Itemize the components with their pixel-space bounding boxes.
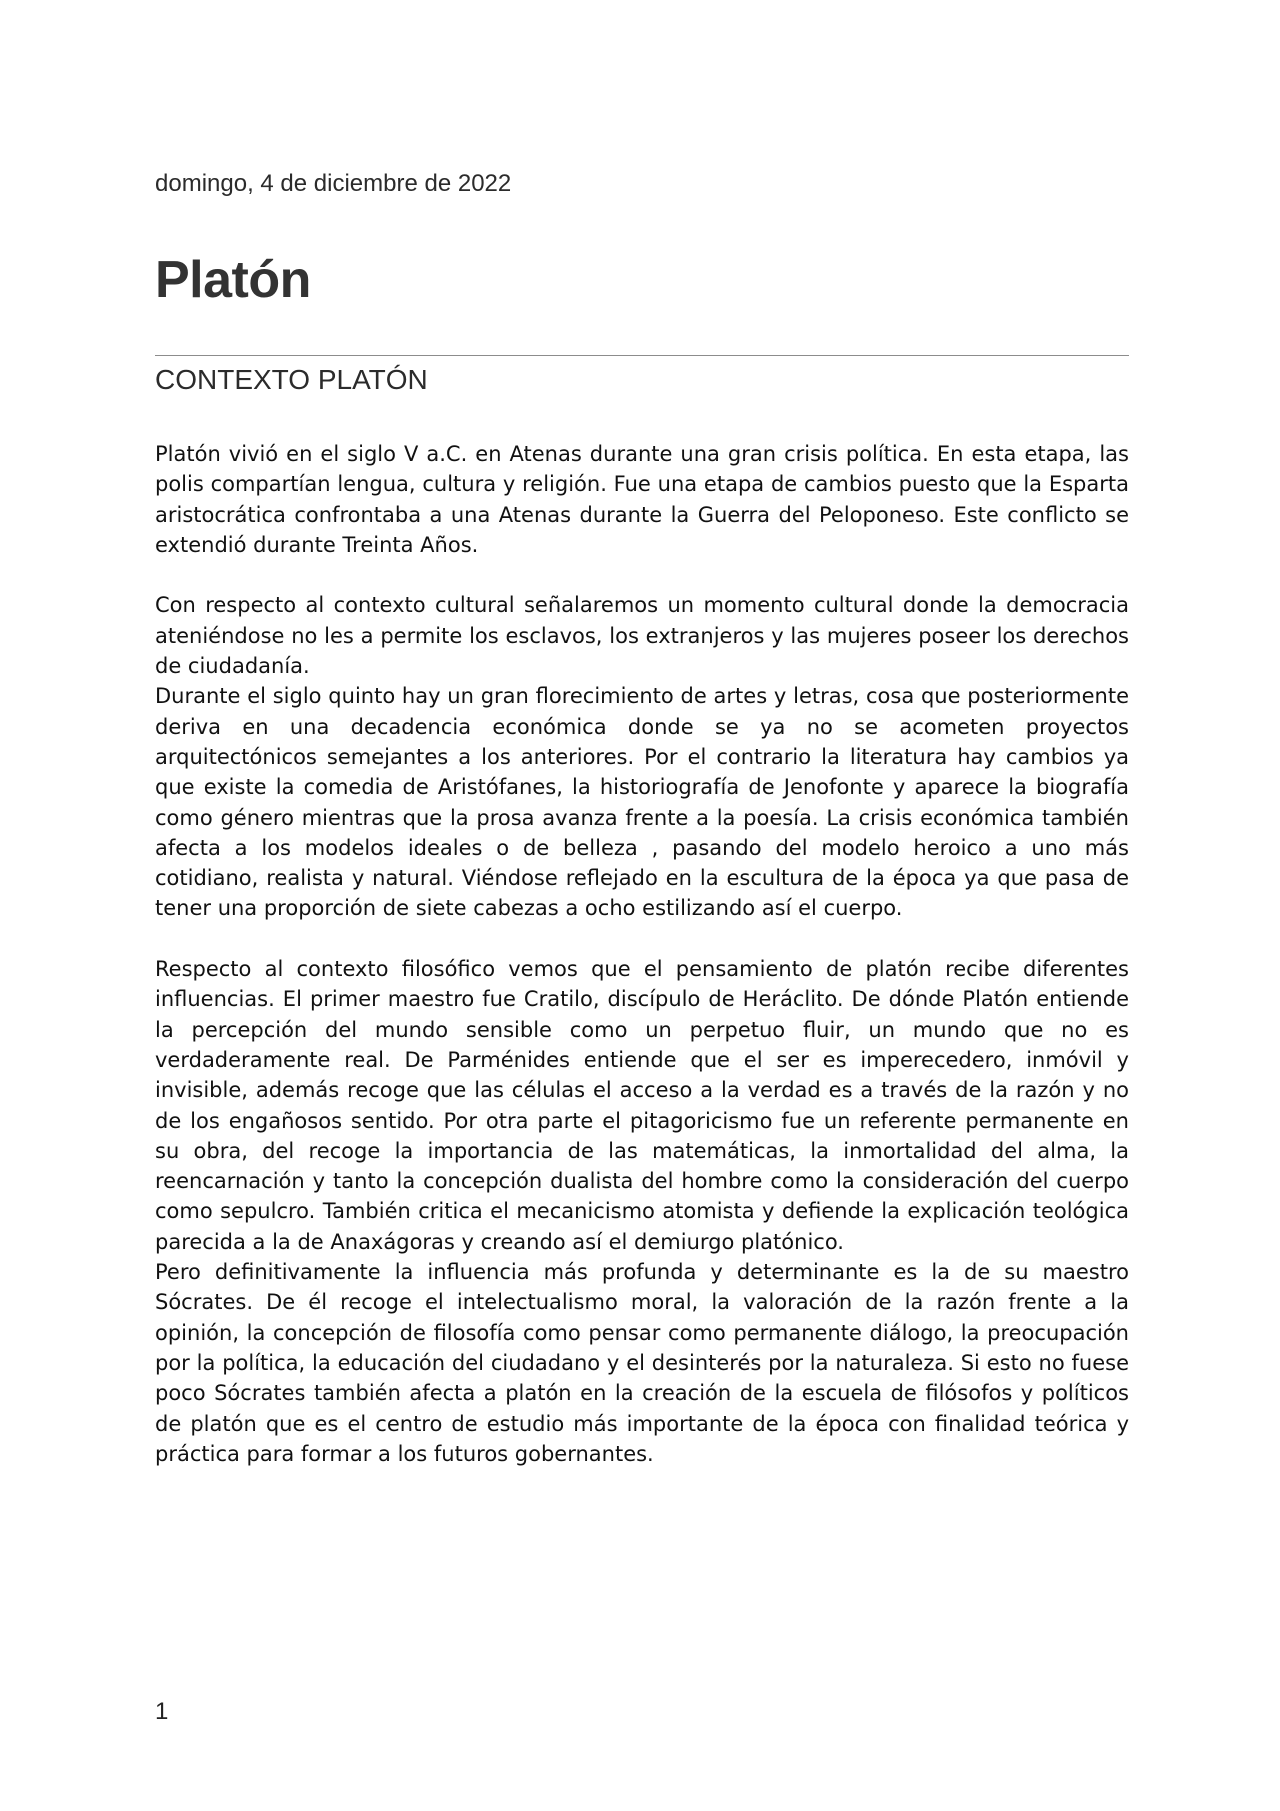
document-body	[155, 439, 1129, 1469]
section-heading: CONTEXTO PLATÓN	[155, 364, 428, 395]
paragraph-socrates-influence: Pero definitivamente la influencia más profunda y determinante es la de su maestro Sócrates. De él recoge el intelectualismo moral, la valoración de la razón frente a la opinión, la concepción de filosofía como pensar como permanente diálogo, la preocupación por la política, la educación del ciudadano y el desinterés por la naturaleza. Si esto no fuese poco Sócrates también afecta a platón en la creación de la escuela de filósofos y políticos de platón que es el centro de estudio más importante de la época con finalidad teórica y práctica para formar a los futuros gobernantes.	[155, 1260, 1129, 1466]
page-number: 1	[155, 1698, 169, 1725]
paragraph-political-context: Platón vivió en el siglo V a.C. en Atenas durante una gran crisis política. En esta etapa, las polis compartían lengua, cultura y religión. Fue una etapa de cambios puesto que la Esparta aristocrática confrontaba a una Atenas durante la Guerra del Peloponeso. Este conflicto se extendió durante Treinta Años.	[155, 442, 1129, 557]
paragraph-arts-and-letters: Durante el siglo quinto hay un gran florecimiento de artes y letras, cosa que posteriormente deriva en una decadencia económica donde se ya no se acometen proyectos arquitectónicos semejantes a los anteriores. Por el contrario la literatura hay cambios ya que existe la comedia de Aristófanes, la historiografía de Jenofonte y aparece la biografía como género mientras que la prosa avanza frente a la poesía. La crisis económica también afecta a los modelos ideales o de belleza , pasando del modelo heroico a uno más cotidiano, realista y natural. Viéndose reflejado en la escultura de la época ya que pasa de tener una proporción de siete cabezas a ocho estilizando así el cuerpo.	[155, 684, 1129, 921]
document-date: domingo, 4 de diciembre de 2022	[155, 170, 512, 197]
page-title: Platón	[155, 251, 311, 309]
title-divider	[155, 355, 1129, 356]
paragraph-cultural-context: Con respecto al contexto cultural señalaremos un momento cultural donde la democracia ateniéndose no les a permite los esclavos, los extranjeros y las mujeres poseer los derechos de ciudadanía.	[155, 593, 1129, 679]
paragraph-philosophical-context: Respecto al contexto filosófico vemos que el pensamiento de platón recibe diferentes influencias. El primer maestro fue Cratilo, discípulo de Heráclito. De dónde Platón entiende la percepción del mundo sensible como un perpetuo fluir, un mundo que no es verdaderamente real. De Parménides entiende que el ser es imperecedero, inmóvil y invisible, además recoge que las células el acceso a la verdad es a través de la razón y no de los engañosos sentido. Por otra parte el pitagoricismo fue un referente permanente en su obra, del recoge la importancia de las matemáticas, la inmortalidad del alma, la reencarnación y tanto la concepción dualista del hombre como la consideración del cuerpo como sepulcro. También critica el mecanicismo atomista y defiende la explicación teológica parecida a la de Anaxágoras y creando así el demiurgo platónico.	[155, 957, 1129, 1254]
